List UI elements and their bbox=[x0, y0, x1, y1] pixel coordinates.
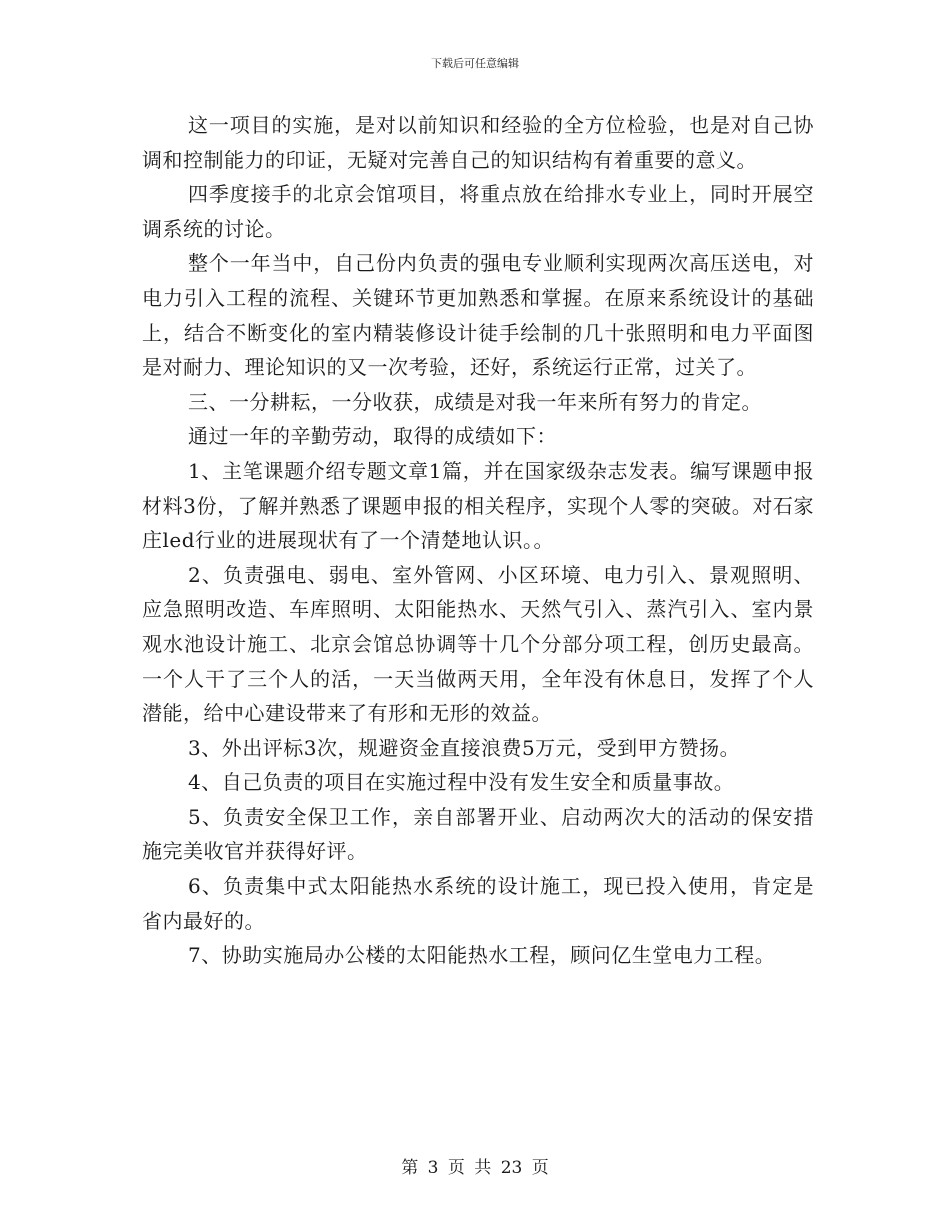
list-item: 7、协助实施局办公楼的太阳能热水工程，顾问亿生堂电力工程。 bbox=[188, 943, 776, 968]
list-item: 2、负责强电、弱电、室外管网、小区环境、电力引入、景观照明、应急照明改造、车库照明、太阳能热水、天然气引入、蒸汽引入、室内景观水池设计施工、北京会馆总协调等十几个分部分项工程，创历史最高。一个人干了三个人的活，一天当做两天用，全年没有休息日，发挥了个人潜能，给中心建设带来了有形和无形的效益。 bbox=[142, 562, 814, 726]
list-item: 3、外出评标3次，规避资金直接浪费5万元，受到甲方赞扬。 bbox=[188, 735, 741, 760]
page-header: 下载后可任意编辑 bbox=[431, 57, 519, 70]
page-footer: 第 3 页 共 23 页 bbox=[401, 1158, 549, 1178]
list-item: 4、自己负责的项目在实施过程中没有发生安全和质量事故。 bbox=[188, 770, 735, 795]
list-item: 5、负责安全保卫工作，亲自部署开业、启动两次大的活动的保安措施完美收官并获得好评。 bbox=[142, 804, 814, 864]
list-item: 1、主笔课题介绍专题文章1篇，并在国家级杂志发表。编写课题申报材料3份，了解并熟悉了课题申报的相关程序，实现个人零的突破。对石家庄led行业的进展现状有了一个清楚地认识。。 bbox=[142, 458, 814, 553]
paragraph: 整个一年当中，自己份内负责的强电专业顺利实现两次高压送电，对电力引入工程的流程、关键环节更加熟悉和掌握。在原来系统设计的基础上，结合不断变化的室内精装修设计徒手绘制的几十张照明和电力平面图是对耐力、理论知识的又一次考验，还好，系统运行正常，过关了。 bbox=[142, 251, 814, 380]
document-body bbox=[142, 108, 814, 973]
paragraph: 四季度接手的北京会馆项目，将重点放在给排水专业上，同时开展空调系统的讨论。 bbox=[142, 182, 814, 241]
paragraph: 通过一年的辛勤劳动，取得的成绩如下： bbox=[188, 424, 557, 449]
paragraph: 这一项目的实施，是对以前知识和经验的全方位检验，也是对自己协调和控制能力的印证，无疑对完善自己的知识结构有着重要的意义。 bbox=[142, 113, 814, 172]
list-item: 6、负责集中式太阳能热水系统的设计施工，现已投入使用，肯定是省内最好的。 bbox=[142, 874, 814, 933]
section-heading: 三、一分耕耘，一分收获，成绩是对我一年来所有努力的肯定。 bbox=[188, 389, 762, 414]
